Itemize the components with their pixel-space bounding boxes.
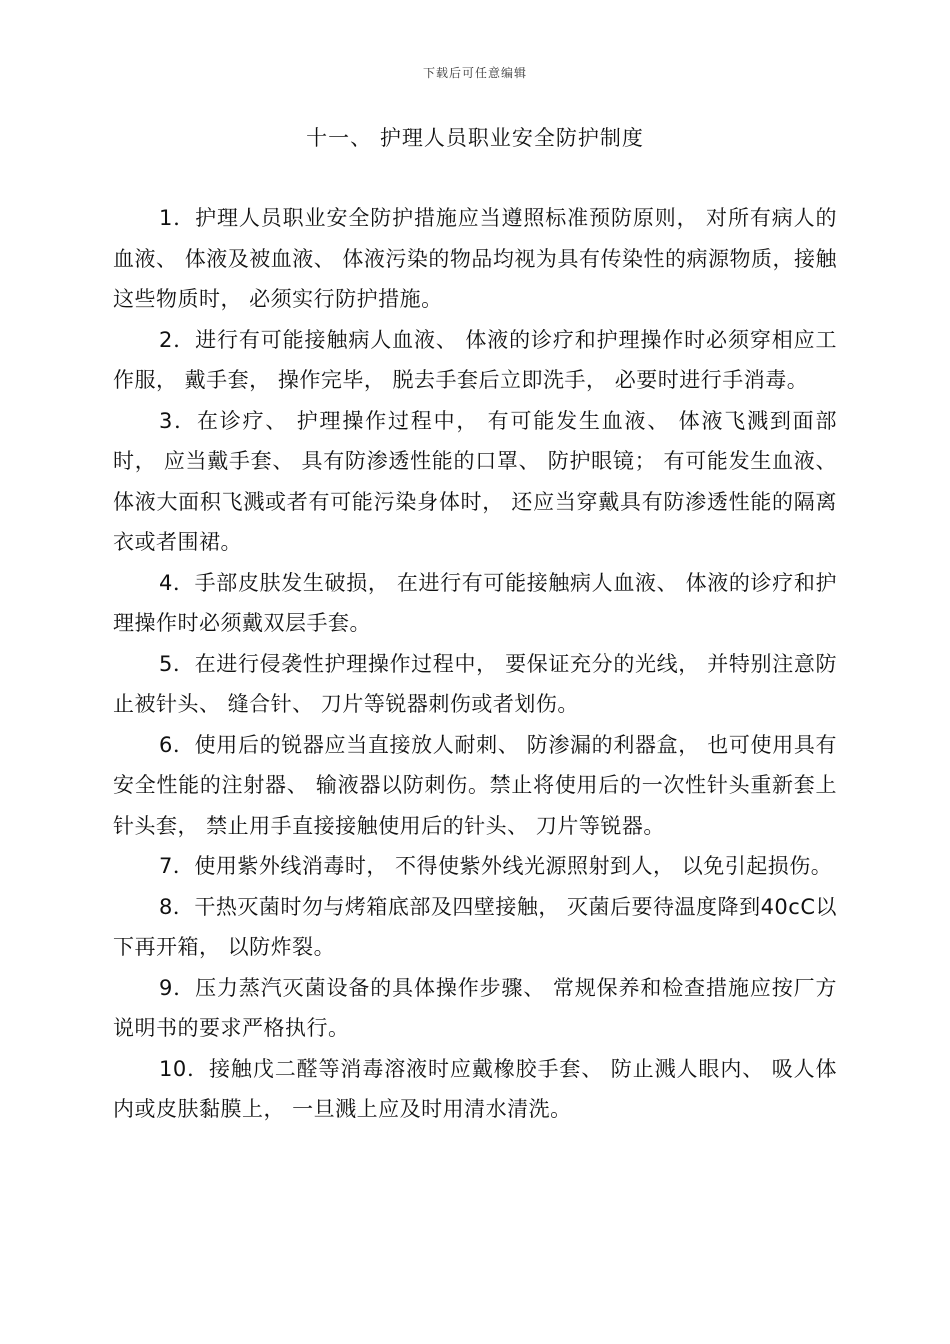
paragraph-4: 4．手部皮肤发生破损， 在进行有可能接触病人血液、 体液的诊疗和护理操作时必须戴双层手套。 (113, 570, 837, 635)
paragraph-5: 5．在进行侵袭性护理操作过程中， 要保证充分的光线， 并特别注意防止被针头、 缝合针、 刀片等锐器刺伤或者划伤。 (113, 651, 837, 716)
document-title: 十一、 护理人员职业安全防护制度 (306, 126, 644, 150)
paragraph-6: 6．使用后的锐器应当直接放人耐刺、 防渗漏的利器盒， 也可使用具有安全性能的注射器、 输液器以防刺伤。禁止将使用后的一次性针头重新套上针头套， 禁止用手直接接触使用后的针头、 刀片等锐器。 (113, 732, 837, 838)
paragraph-9: 9．压力蒸汽灭菌设备的具体操作步骤、 常规保养和检查措施应按厂方说明书的要求严格执行。 (113, 975, 837, 1040)
header-note: 下载后可任意编辑 (422, 66, 527, 80)
paragraph-10: 10．接触戊二醛等消毒溶液时应戴橡胶手套、 防止溅人眼内、 吸人体内或皮肤黏膜上， 一旦溅上应及时用清水清洗。 (113, 1056, 837, 1121)
paragraph-7: 7．使用紫外线消毒时， 不得使紫外线光源照射到人， 以免引起损伤。 (159, 854, 833, 878)
paragraph-8: 8．干热灭菌时勿与烤箱底部及四壁接触， 灭菌后要待温度降到40cC以下再开箱， 以防炸裂。 (113, 894, 837, 959)
paragraph-3: 3．在诊疗、 护理操作过程中， 有可能发生血液、 体液飞溅到面部时， 应当戴手套、 具有防渗透性能的口罩、 防护眼镜； 有可能发生血液、 体液大面积飞溅或者有可能污染身体时， 还应当穿戴具有防渗透性能的隔离衣或者围裙。 (113, 408, 837, 554)
paragraph-2: 2．进行有可能接触病人血液、 体液的诊疗和护理操作时必须穿相应工作服， 戴手套， 操作完毕， 脱去手套后立即洗手， 必要时进行手消毒。 (113, 327, 837, 392)
paragraph-1: 1．护理人员职业安全防护措施应当遵照标准预防原则， 对所有病人的血液、 体液及被血液、 体液污染的物品均视为具有传染性的病源物质，接触这些物质时， 必须实行防护措施。 (113, 206, 837, 311)
document-body (113, 198, 837, 1130)
